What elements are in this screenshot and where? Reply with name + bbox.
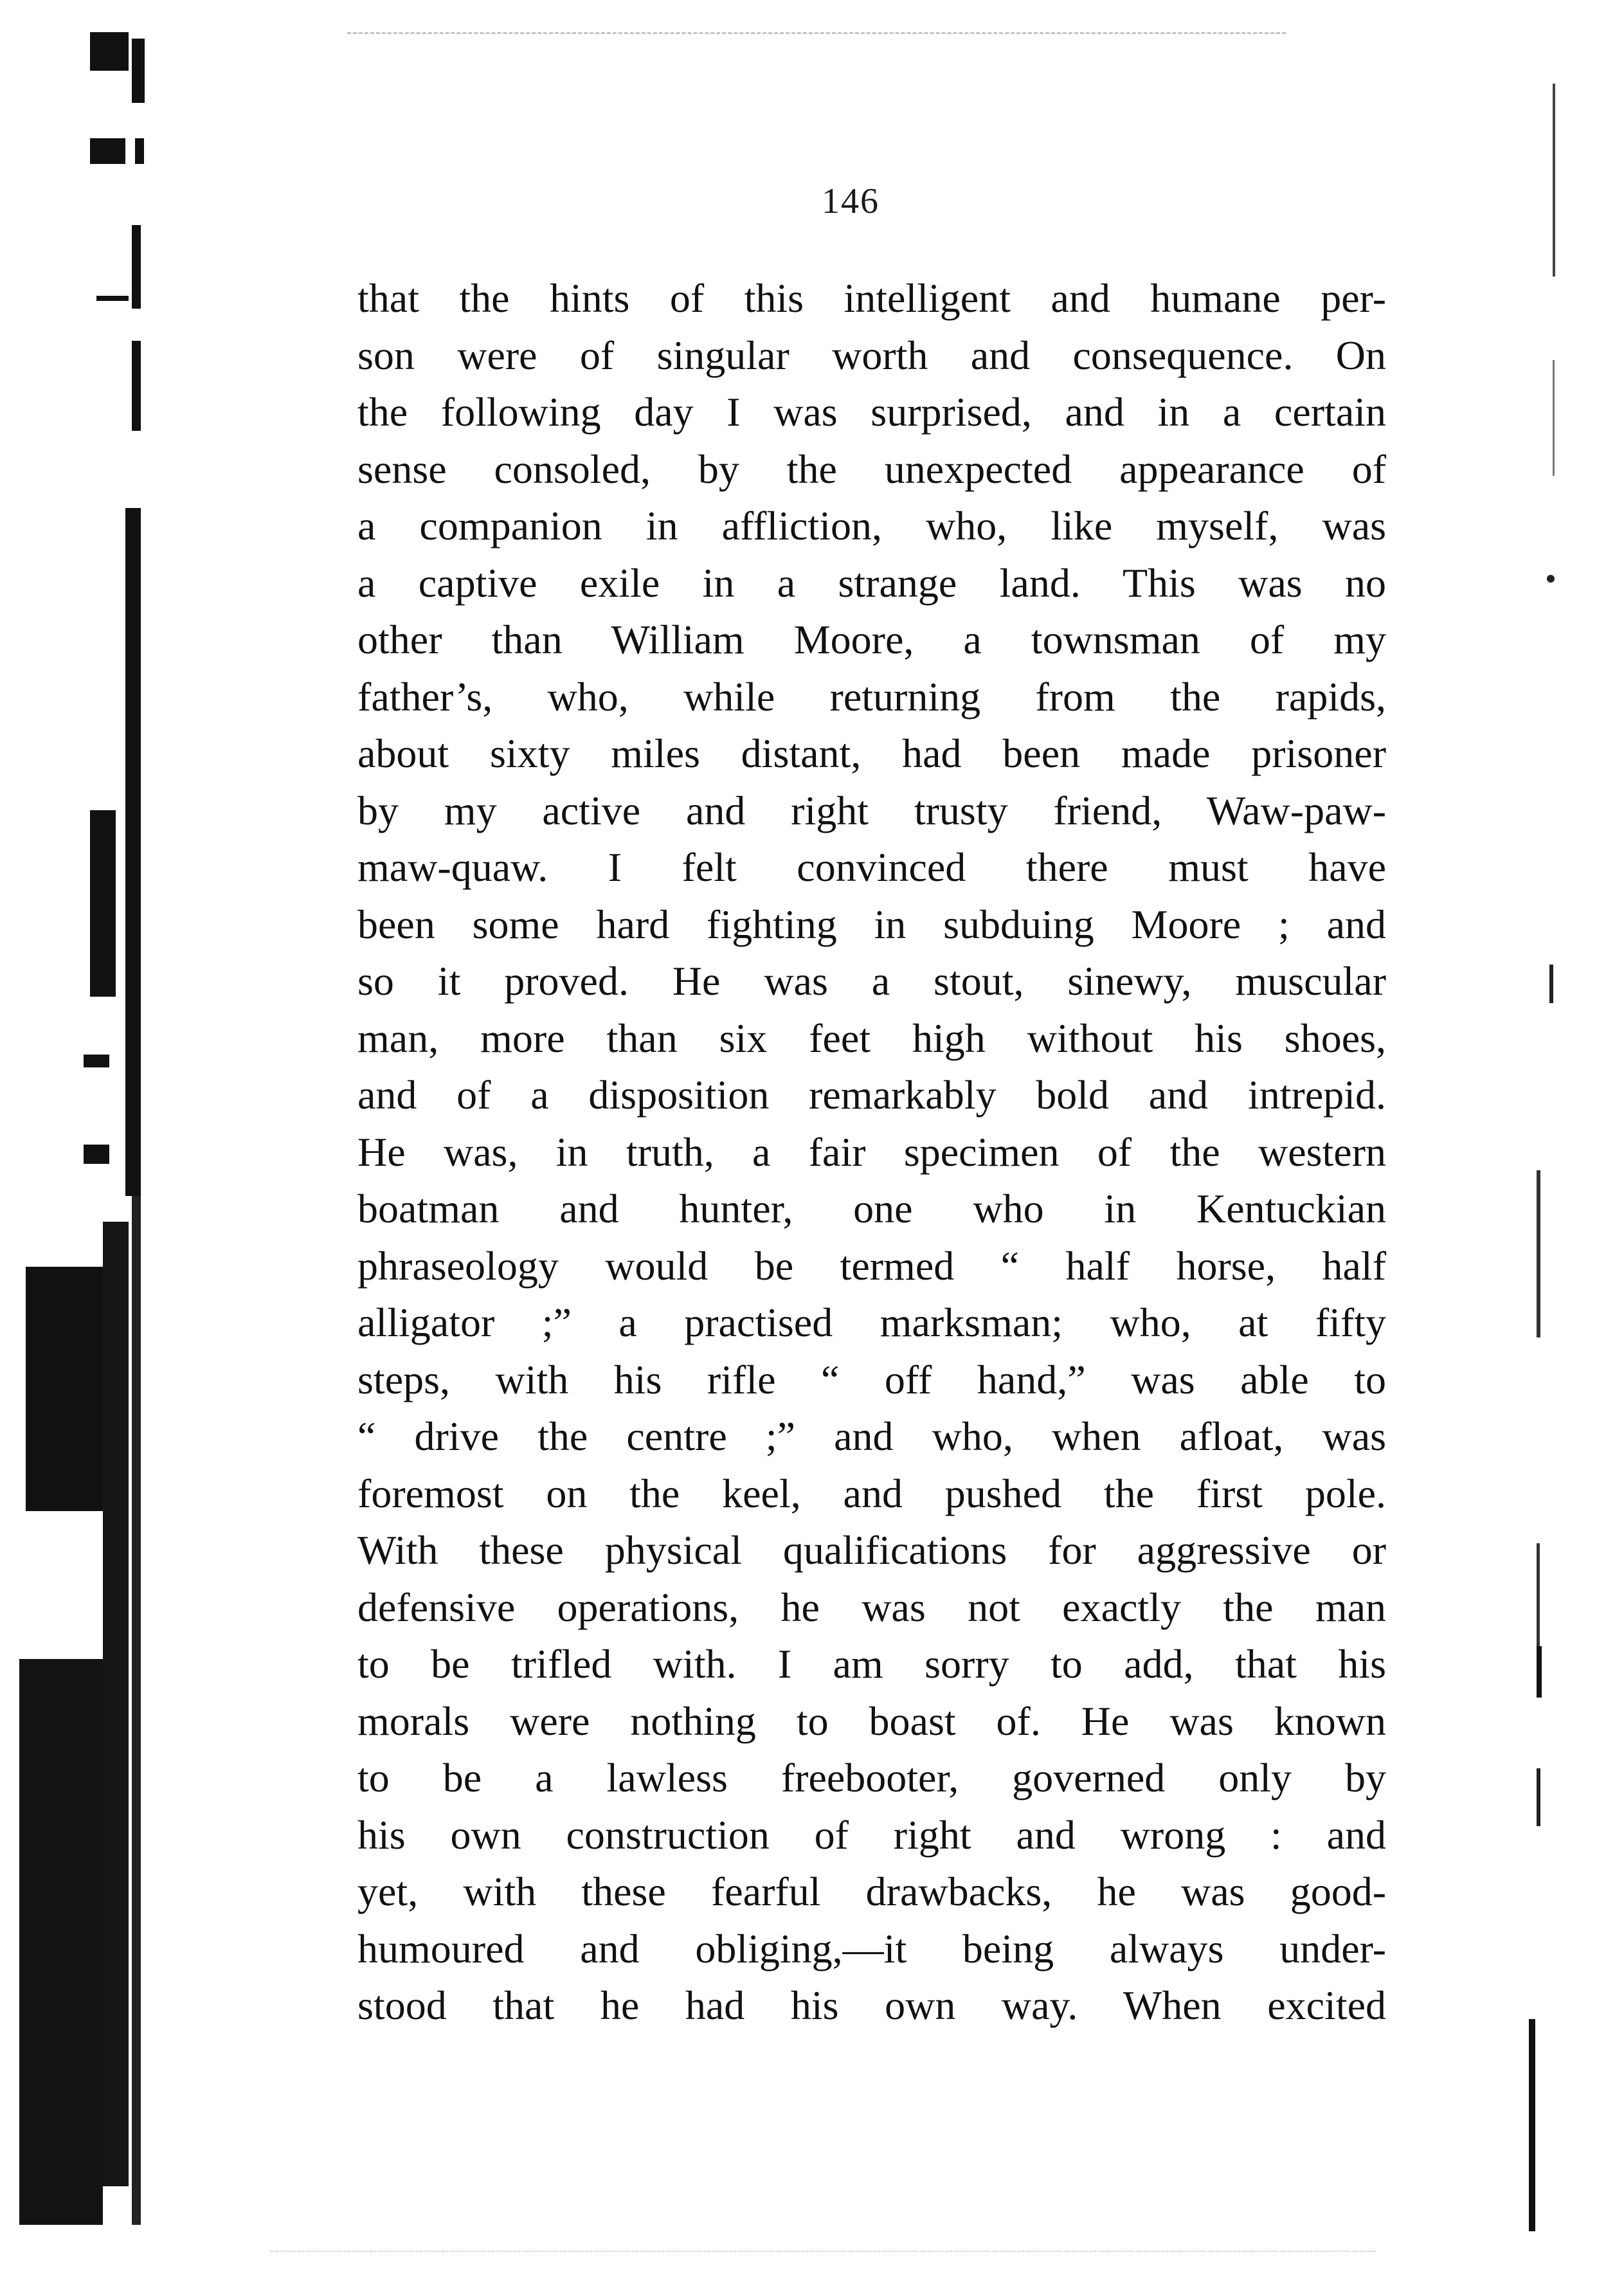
text-line: phraseology would be termed “ half horse, half (357, 1242, 1386, 1289)
text-line: a companion in affliction, who, like myself, was (357, 503, 1386, 548)
text-line: stood that he had his own way. When excited (357, 1982, 1386, 2028)
text-line: defensive operations, he was not exactly the man (357, 1584, 1386, 1630)
text-line: maw-quaw. I felt convinced there must have (357, 844, 1386, 890)
text-line: by my active and right trusty friend, Waw-paw- (357, 787, 1386, 833)
scan-binding-edge-right (1517, 0, 1624, 2275)
text-line: He was, in truth, a fair specimen of the western (357, 1128, 1386, 1175)
text-line: yet, with these fearful drawbacks, he was good- (357, 1869, 1386, 1914)
top-scan-rule (347, 32, 1286, 39)
text-line: humoured and obliging,—it being always under- (357, 1925, 1386, 1971)
text-line: sense consoled, by the unexpected appearance of (357, 446, 1386, 492)
text-line: “ drive the centre ;” and who, when afloat, was (357, 1413, 1386, 1459)
text-line: alligator ;” a practised marksman; who, at fifty (357, 1300, 1386, 1345)
text-line: the following day I was surprised, and in a certain (357, 389, 1386, 435)
text-line: With these physical qualifications for aggressive or (357, 1527, 1386, 1573)
text-line: son were of singular worth and consequence. On (357, 332, 1386, 378)
page-number: 146 (822, 181, 880, 221)
text-line: man, more than six feet high without his shoes, (357, 1015, 1386, 1061)
scan-binding-edge-left (0, 0, 148, 2275)
text-line: been some hard fighting in subduing Moore ; and (357, 901, 1386, 947)
text-line: a captive exile in a strange land. This was no (357, 559, 1386, 606)
text-line: to be a lawless freebooter, governed only by (357, 1755, 1386, 1800)
text-line: other than William Moore, a townsman of my (357, 617, 1386, 662)
text-line: foremost on the keel, and pushed the first pole. (357, 1470, 1386, 1516)
text-line: that the hints of this intelligent and humane per- (357, 275, 1386, 321)
text-line: so it proved. He was a stout, sinewy, muscular (357, 958, 1386, 1004)
text-line: about sixty miles distant, had been made prisoner (357, 730, 1386, 776)
body-text (357, 270, 1386, 2035)
text-line: morals were nothing to boast of. He was known (357, 1698, 1386, 1744)
bottom-scan-rule (270, 2251, 1376, 2252)
text-line: and of a disposition remarkably bold and intrepid. (357, 1072, 1386, 1118)
text-line: father’s, who, while returning from the rapids, (357, 673, 1386, 720)
text-line: steps, with his rifle “ off hand,” was able to (357, 1356, 1386, 1402)
text-line: his own construction of right and wrong : and (357, 1811, 1386, 1858)
text-line: boatman and hunter, one who in Kentuckian (357, 1186, 1386, 1231)
text-line: to be trifled with. I am sorry to add, that his (357, 1641, 1386, 1687)
